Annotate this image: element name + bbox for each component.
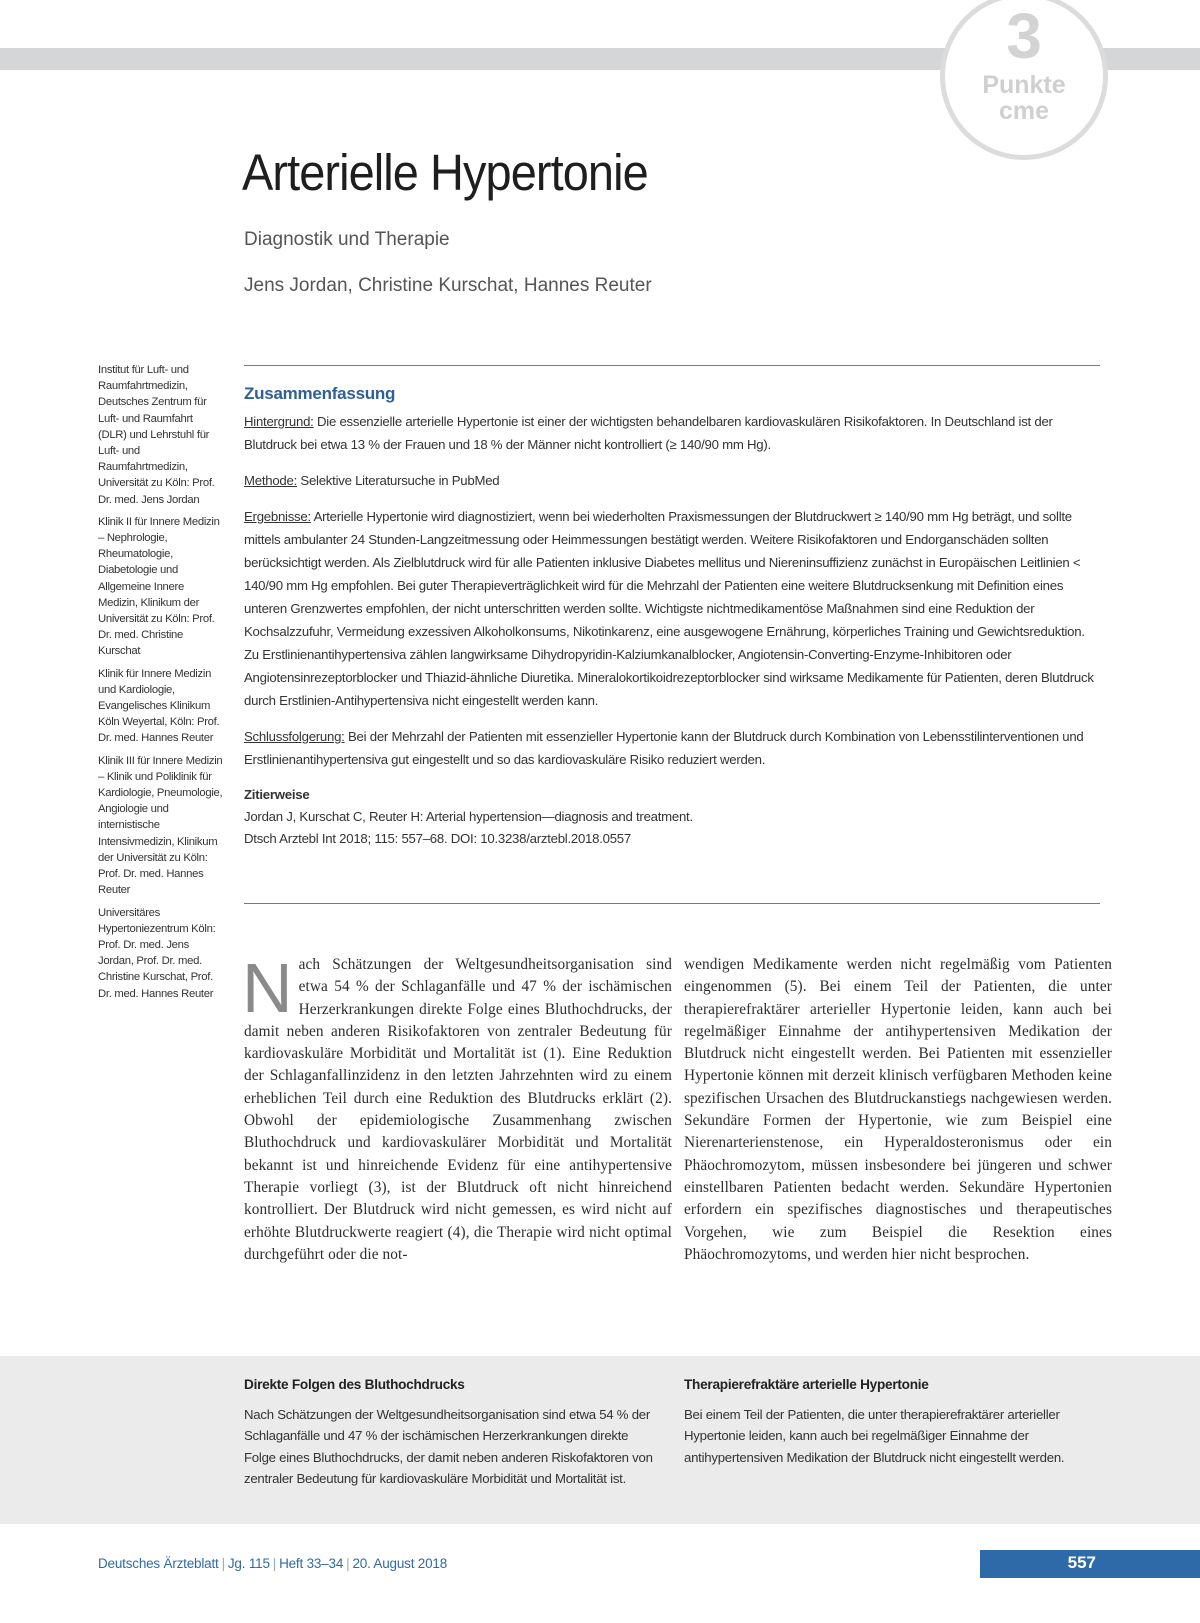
cme-points-badge	[940, 0, 1108, 160]
summary-box-text: Nach Schätzungen der Weltgesundheitsorganisation sind etwa 54 % der Schlaganfälle und 47 % der ischämischen Herzerkrankungen direkte Folge eines Bluthochdrucks, der damit neben anderen Riskofaktoren von zentraler Bedeutung für kardiovaskuläre Morbidität und Mortalität ist.	[244, 1406, 653, 1486]
body-text-left: ach Schätzungen der Weltgesundheitsorganisation sind etwa 54 % der Schlaganfälle und 47 % der ischämischen Herzerkrankungen direkte Folge eines Bluthochdrucks, der damit neben anderen Risikofaktoren von zentraler Bedeutung für kardiovaskuläre Morbidität und Mortalität ist (1). Eine Reduktion der Schlaganfallinzidenz in den letzten Jahrzehnten wird zu einem erheblichen Teil durch eine Reduktion des Blutdrucks erklärt (2). Obwohl der epidemiologische Zusammenhang zwischen Bluthochdruck und kardiovaskulärer Morbidität und Mortalität bekannt ist und hinreichende Evidenz für eine antihypertensive Therapie vorliegt (3), ist der Blutdruck oft nicht hinreichend kontrolliert. Der Blutdruck wird nicht gemessen, es wird nicht auf erhöhte Blutdruckwerte reagiert (4), die Therapie wird nicht optimal durchgeführt oder die not-	[244, 956, 672, 1263]
body-text-right: wendigen Medikamente werden nicht regelmäßig vom Patienten eingenommen (5). Bei einem Teil der Patienten, die unter therapierefraktärer arterieller Hypertonie leiden, kann auch bei regelmäßiger Einnahme der antihypertensiven Medikation der Blutdruck nicht eingestellt werden. Bei Patienten mit essenzieller Hypertonie können mit derzeit klinisch verfügbaren Methoden keine spezifischen Ursachen des Blutdruckanstiegs nachgewiesen werden. Sekundäre Formen der Hypertonie, wie zum Beispiel eine Nierenarterienstenose, ein Hyperaldosteronismus oder ein Phäochromozytom, müssen insbesondere bei jüngeren und schwer einstellbaren Patienten bedacht werden. Sekundäre Hypertonien erfordern ein spezifisches diagnostisches und therapeutisches Vorgehen, wie zum Beispiel die Resektion eines Phäochromozytoms, und werden hier nicht besprochen.	[684, 956, 1112, 1263]
affiliation-item: Klinik für Innere Medizin und Kardiologie, Evangelisches Klinikum Köln Weyertal, Köln: Prof. Dr. med. Hannes Reuter	[98, 667, 220, 745]
affiliations-sidebar	[98, 362, 223, 1008]
background-label: Hintergrund:	[244, 414, 314, 429]
abstract-method	[244, 469, 1100, 492]
article-title: Arterielle Hypertonie	[242, 144, 648, 201]
body-column-left	[242, 949, 672, 1266]
footer-date: 20. August 2018	[352, 1556, 448, 1571]
summary-box-direct-consequences	[244, 1374, 659, 1490]
abstract-results	[244, 505, 1100, 712]
affiliation-item: Klinik II für Innere Medizin – Nephrologie, Rheumatologie, Diabetologie und Allgemeine Innere Medizin, Klinikum der Universität zu Köln: Prof. Dr. med. Christine Kurschat	[98, 515, 220, 658]
citation-heading: Zitierweise	[244, 787, 310, 802]
citation-doi-line: Dtsch Arztebl Int 2018; 115: 557–68. DOI: 10.3238/arztebl.2018.0557	[244, 831, 631, 846]
method-label: Methode:	[244, 473, 297, 488]
conclusion-text: Bei der Mehrzahl der Patienten mit essenzieller Hypertonie kann der Blutdruck durch Kombination von Lebensstilinterventionen und Erstlinienantihypertensiva gut eingestellt und so das kardiovaskuläre Risiko reduziert werden.	[244, 729, 1084, 767]
citation-line: Jordan J, Kurschat C, Reuter H: Arterial hypertension—diagnosis and treatment.	[244, 809, 693, 824]
summary-box-title: Therapierefraktäre arterielle Hypertonie	[684, 1377, 929, 1392]
cme-points-label: Punkte	[982, 71, 1066, 99]
cme-points-number: 3	[1006, 0, 1042, 72]
footer-journal: Deutsches Ärzteblatt	[98, 1556, 219, 1571]
abstract-top-rule	[244, 365, 1100, 366]
summary-box-title: Direkte Folgen des Bluthochdrucks	[244, 1377, 465, 1392]
conclusion-label: Schlussfolgerung:	[244, 729, 345, 744]
article-subtitle: Diagnostik und Therapie	[244, 229, 450, 250]
method-text: Selektive Literatursuche in PubMed	[297, 473, 500, 488]
abstract-heading: Zusammenfassung	[244, 384, 396, 403]
page-number-bar	[980, 1550, 1200, 1578]
affiliation-item: Institut für Luft- und Raumfahrtmedizin, Deutsches Zentrum für Luft- und Raumfahrt (DLR) und Lehrstuhl für Luft- und Raumfahrtmedizin, Universität zu Köln: Prof. Dr. med. Jens Jordan	[98, 364, 215, 506]
page-number: 557	[1067, 1553, 1096, 1572]
footer-journal-info: Deutsches Ärzteblatt | Jg. 115 | Heft 33–34 | 20. August 2018	[98, 1556, 448, 1571]
affiliation-item: Universitäres Hypertoniezentrum Köln: Prof. Dr. med. Jens Jordan, Prof. Dr. med. Christine Kurschat, Prof. Dr. med. Hannes Reuter	[98, 906, 216, 1000]
article-authors: Jens Jordan, Christine Kurschat, Hannes Reuter	[244, 275, 652, 296]
abstract-box	[244, 382, 1100, 850]
abstract-background	[244, 410, 1100, 456]
results-label: Ergebnisse:	[244, 509, 311, 524]
abstract-conclusion	[244, 725, 1100, 771]
dropcap-letter: N	[242, 949, 293, 1027]
footer-issue: Heft 33–34	[279, 1556, 344, 1571]
summary-box-text: Bei einem Teil der Patienten, die unter therapierefraktärer arterieller Hypertonie leiden, kann auch bei regelmäßiger Einnahme der antihypertensiven Medikation der Blutdruck nicht eingestellt werden.	[684, 1406, 1065, 1465]
affiliation-item: Klinik III für Innere Medizin – Klinik und Poliklinik für Kardiologie, Pneumologie, Angiologie und internistische Intensivmedizin, Klinikum der Universität zu Köln: Prof. Dr. med. Hannes Reuter	[98, 754, 223, 897]
summary-box-refractory-hypertension	[684, 1374, 1099, 1468]
results-text: Arterielle Hypertonie wird diagnostiziert, wenn bei wiederholten Praxismessungen der Blutdruckwert ≥ 140/90 mm Hg beträgt, und sollte mittels ambulanter 24 Stunden-Langzeitmessung oder Heimmessungen bestätigt werden. Weitere Risikofaktoren und Endorganschäden sollten berücksichtigt werden. Als Zielblutdruck wird für alle Patienten inklusive Diabetes mellitus und Niereninsuffizienz zunächst in Europäischen Leitlinien < 140/90 mm Hg empfohlen. Bei guter Therapieverträglichkeit wird für die Mehrzahl der Patienten eine weitere Blutdrucksenkung mit Definition eines unteren Grenzwertes empfohlen, der nicht unterschritten werden sollte. Wichtigste nichtmedikamentöse Maßnahmen sind eine Reduktion der Kochsalzzufuhr, Vermeidung exzessiven Alkoholkonsums, Nikotinkarenz, eine ausgewogene Ernährung, körperliches Training und Gewichtsreduktion. Zu Erstlinienantihypertensiva zählen langwirksame Dihydropyridin-Kalziumkanalblocker, Angiotensin-Converting-Enzyme-Inhibitoren oder Angiotensinrezeptorblocker und Thiazid-ähnliche Diuretika. Mineralokortikoidrezeptorblocker sind wirksame Medikamente für Patienten, deren Blutdruck durch Erstlinien-Antihypertensiva nicht eingestellt werden kann.	[244, 509, 1094, 708]
cme-label: cme	[998, 97, 1050, 125]
abstract-bottom-rule	[244, 903, 1100, 904]
body-column-right	[684, 954, 1112, 1266]
background-text: Die essenzielle arterielle Hypertonie ist einer der wichtigsten behandelbaren kardiovaskulären Risikofaktoren. In Deutschland ist der Blutdruck bei etwa 13 % der Frauen und 18 % der Männer nicht kontrolliert (≥ 140/90 mm Hg).	[244, 414, 1053, 452]
footer-volume: Jg. 115	[227, 1556, 270, 1571]
